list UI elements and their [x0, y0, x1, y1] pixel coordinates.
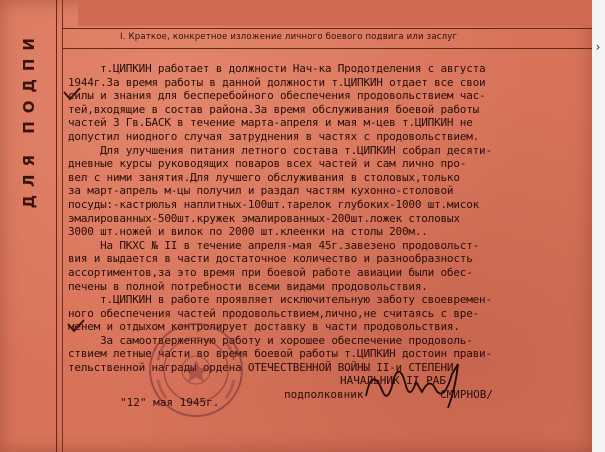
top-strip: [78, 0, 592, 26]
body-line: менем и отдыхом контролирует доставку в части продовольствия.: [68, 320, 460, 334]
body-line: силы и знания для бесперебойного обеспечения продовольствием час-: [68, 89, 486, 103]
body-line: ствием летные части во время боевой работы т.ЦИПКИН достоин прави-: [68, 347, 492, 361]
body-line: вел с ними занятия.Для лучшего обслуживания в столовых,только: [68, 170, 460, 184]
body-line: тельственной награды ордена ОТЕЧЕСТВЕННОЙ ВОЙНЫ II-и СТЕПЕНИ.: [68, 361, 460, 375]
body-line: печены в полной потребности всеми видами продовольствия.: [68, 279, 428, 293]
check-mark-icon: [66, 318, 86, 334]
signatory-rank: подполковник: [284, 388, 364, 401]
side-label: ДЛЯ ПОДПИ: [20, 30, 38, 209]
body-line: ного обеспечения частей продовольствием,лично,не считаясь с вре-: [68, 306, 480, 320]
body-line: 3000 шт.ножей и вилок по 2000 шт.клеенки на столы 200м..: [68, 225, 428, 239]
body-line: эмалированных-500шт.кружек эмалированных-200шт.ложек столовых: [68, 211, 460, 225]
check-mark-icon: [62, 86, 82, 102]
body-line: допустил ниодного случая затруднения в частях с продовольствием.: [68, 129, 480, 143]
body-line: Для улучшения питания летного состава т.ЦИПКИН собрал десяти-: [68, 143, 492, 157]
body-line: ассортиментов,за это время при боевой работе авиации были обес-: [68, 265, 473, 279]
body-line: за март-апрель м-цы получил и раздал частям кухонно-столовой: [68, 184, 454, 198]
body-line: За самоотверженную работу и хорошее обеспечение продоволь-: [68, 333, 473, 347]
signature-block: [120, 374, 580, 434]
document-date: "12" мая 1945г.: [120, 396, 220, 409]
body-line: 1944г.За время работы в данной должности т.ЦИПКИН отдает все свои: [68, 75, 486, 89]
section-header: I. Краткое, конкретное изложение личного боевого подвига или заслуг: [120, 32, 458, 42]
signatory-title: НАЧАЛЬНИК II РАБ: [340, 374, 446, 387]
body-line: т.ЦИПКИН в работе проявляет исключительную заботу своевремен-: [68, 293, 492, 307]
body-line: На ПКХС № II в течение апреля-мая 45г.завезено продовольст-: [68, 238, 480, 252]
body-line: тей,входящие в состав района.За время обслуживания боевой работы: [68, 102, 480, 116]
header-rule-top: [62, 28, 592, 29]
body-line: т.ЦИПКИН работает в должности Нач-ка Продотделения с августа: [68, 62, 486, 75]
body-line: вия и выдается в части достаточное количество и разнообразность: [68, 252, 473, 266]
margin-rule: [56, 0, 57, 452]
header-rule-bottom: [62, 48, 592, 49]
body-line: дневные курсы руководящих поваров всех частей и сам лично про-: [68, 157, 467, 171]
signatory-name: СМИРНОВ/: [440, 388, 493, 401]
body-line: частей 3 Гв.БАСК в течение марта-апреля и мая м-цев т.ЦИПКИН не: [68, 116, 473, 130]
chevron-right-icon[interactable]: ›: [595, 40, 601, 54]
body-line: посуды:-кастрюлья наплитных-100шт.тарелок глубоких-1000 шт.мисок: [68, 197, 480, 211]
